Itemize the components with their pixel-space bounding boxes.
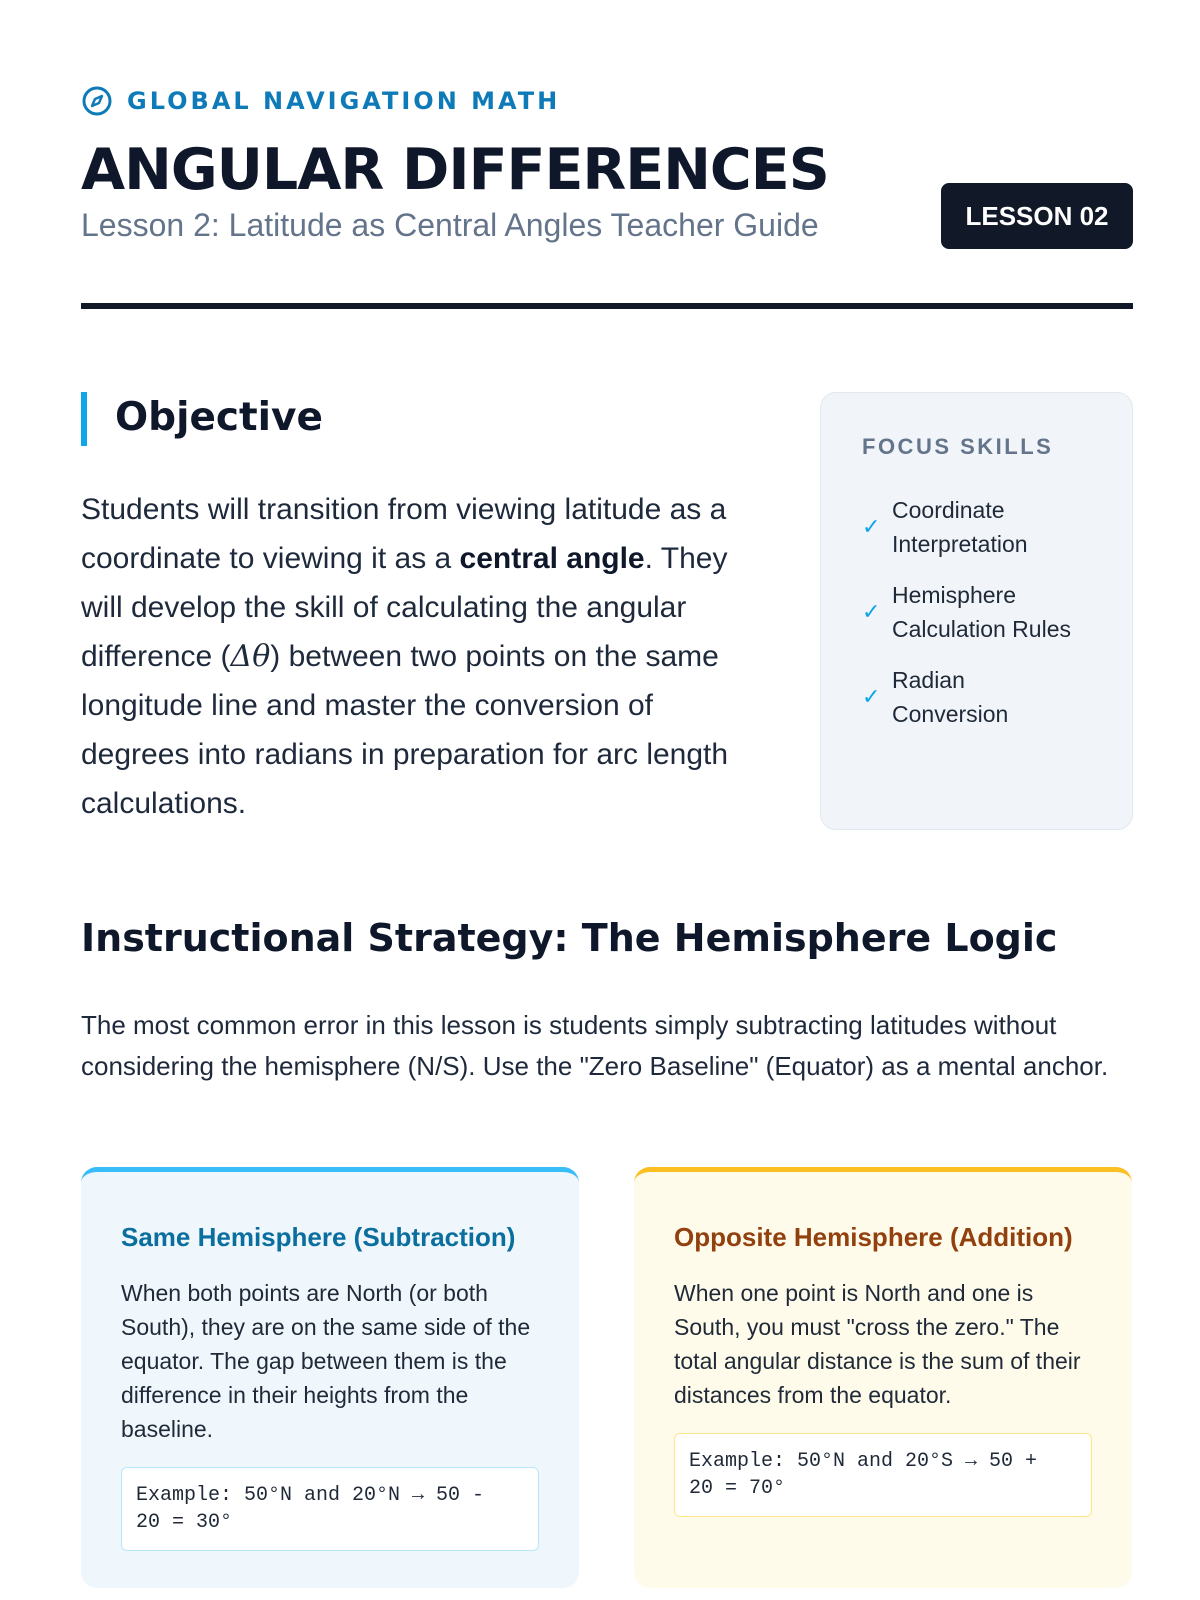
objective-heading: Objective [115,395,323,440]
opposite-hemisphere-card [634,1167,1132,1588]
compass-icon [81,85,113,117]
lesson-badge: LESSON 02 [941,183,1133,249]
card-title: Same Hemisphere (Subtraction) [121,1222,516,1252]
delta-theta-symbol: Δθ [230,639,271,674]
teacher-guide-page [81,0,1133,1600]
check-icon: ✓ [862,684,881,709]
focus-skill-item: ✓ Radian Conversion [862,667,1009,727]
page-subtitle: Lesson 2: Latitude as Central Angles Teacher Guide [81,207,819,243]
objective-text: Students will transition from viewing latitude as a coordinate to viewing it as a central angle. They will develop the skill of calculating the angular difference (Δθ) between two points on the same longitude line and master the conversion of degrees into radians in preparation for arc length calculations. [81,493,729,820]
check-icon: ✓ [862,514,881,539]
focus-skills-heading: FOCUS SKILLS [862,434,1054,459]
key-term: central angle [459,542,645,575]
brand [81,84,560,118]
page-title: ANGULAR DIFFERENCES [81,137,829,203]
focus-skill-item: ✓ Coordinate Interpretation [862,497,1028,557]
brand-name: GLOBAL NAVIGATION MATH [127,87,561,115]
section-accent-bar [81,392,87,446]
check-icon: ✓ [862,599,881,624]
card-text: When one point is North and one is South, you must "cross the zero." The total angular distance is the sum of their distances from the equator. [674,1280,1081,1408]
same-hemisphere-card [81,1167,579,1588]
card-title: Opposite Hemisphere (Addition) [674,1222,1073,1252]
example-box: Example: 50°N and 20°N → 50 - 20 = 30° [121,1467,539,1551]
strategy-heading: Instructional Strategy: The Hemisphere Logic [81,916,1058,960]
strategy-text: The most common error in this lesson is students simply subtracting latitudes without considering the hemisphere (N/S). Use the "Zero Baseline" (Equator) as a mental anchor. [81,1010,1109,1081]
example-box: Example: 50°N and 20°S → 50 + 20 = 70° [674,1433,1092,1517]
focus-skill-item: ✓ Hemisphere Calculation Rules [862,582,1071,642]
header-divider [81,303,1133,309]
card-text: When both points are North (or both South), they are on the same side of the equator. The gap between them is the difference in their heights from the baseline. [121,1280,531,1442]
